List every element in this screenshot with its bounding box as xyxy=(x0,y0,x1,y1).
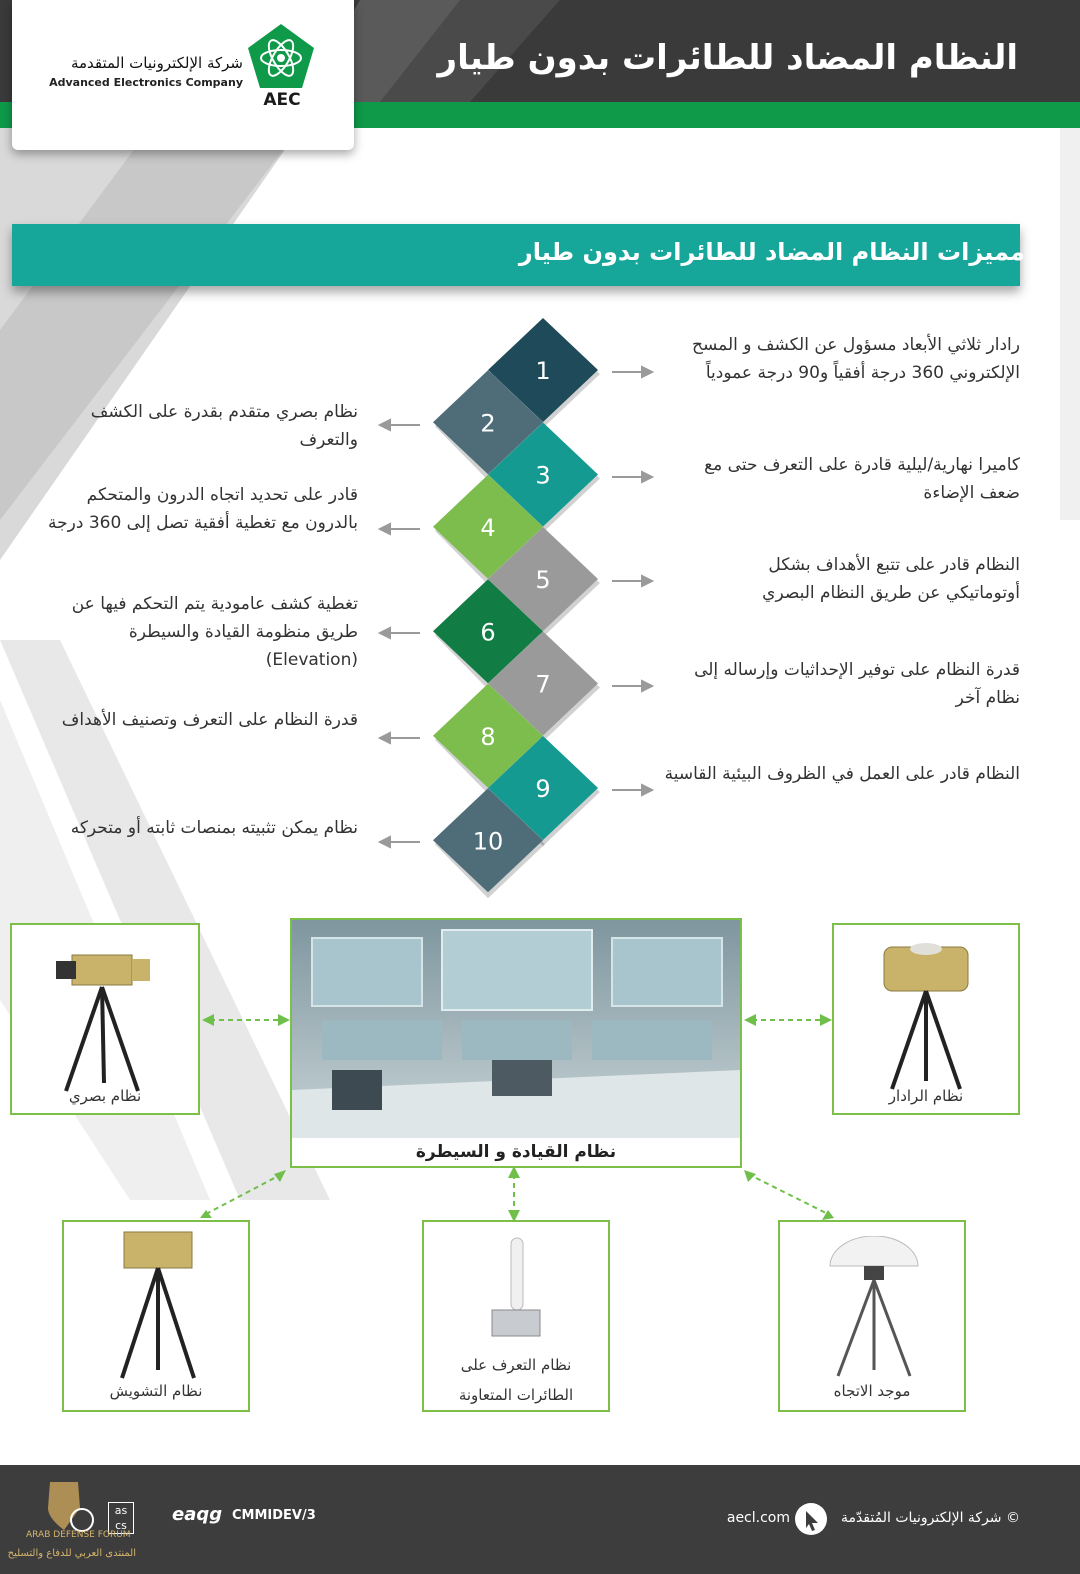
optical-system-label: نظام بصري xyxy=(68,1087,142,1105)
footer-website[interactable]: aecl.com xyxy=(726,1510,790,1526)
direction-finder-icon xyxy=(824,1236,924,1382)
feature-4-text: قادر على تحديد اتجاه الدرون والمتحكم بالدرون مع تغطية أفقية تصل إلى 360 درجة xyxy=(48,485,358,533)
cmmi-badge: CMMIDEV/3 xyxy=(232,1508,316,1523)
feature-2-text: نظام بصري متقدم بقدرة على الكشف والتعرف xyxy=(90,402,358,450)
diamond-number-10: 10 xyxy=(472,827,504,856)
cursor-globe-icon xyxy=(794,1502,828,1536)
antenna-icon xyxy=(482,1236,552,1346)
watermark-shield-icon xyxy=(20,1478,100,1534)
feature-5-text: النظام قادر على تتبع الأهداف بشكل أوتوماتيكي عن طريق النظام البصري xyxy=(762,555,1020,603)
feature-9-text: النظام قادر على العمل في الظروف البيئية القاسية xyxy=(664,764,1020,784)
jammer-icon xyxy=(108,1230,208,1382)
feature-1-text: رادار ثلاثي الأبعاد مسؤول عن الكشف و المسح الإلكتروني 360 درجة أفقياً و90 درجة عمودياً xyxy=(692,335,1020,383)
iff-panel xyxy=(422,1220,610,1412)
direction-finder-label: موجد الاتجاه xyxy=(833,1382,911,1400)
ascs-badge: as cs xyxy=(108,1502,134,1534)
command-control-label: نظام القيادة و السيطرة xyxy=(415,1142,617,1162)
feature-3-text: كاميرا نهارية/ليلية قادرة على التعرف حتى مع ضعف الإضاءة xyxy=(704,455,1020,503)
logo-abbr: AEC xyxy=(263,90,301,110)
diamond-number-2: 2 xyxy=(480,409,496,438)
system-connectors xyxy=(0,900,1080,1240)
feature-7-text: قدرة النظام على توفير الإحداثيات وإرساله إلى نظام آخر xyxy=(694,660,1020,708)
feature-10-text: نظام يمكن تثبيته بمنصات ثابته أو متحركه xyxy=(70,818,358,838)
direction-finder-panel xyxy=(778,1220,966,1412)
diamond-number-5: 5 xyxy=(535,566,551,594)
footer-copyright: © شركة الإلكترونيات المُتقدّمة xyxy=(840,1510,1020,1526)
jammer-label: نظام التشويش xyxy=(109,1382,203,1400)
diamond-number-7: 7 xyxy=(535,670,551,699)
company-name-en: Advanced Electronics Company xyxy=(49,76,243,89)
diamond-number-3: 3 xyxy=(535,461,551,490)
features-title: مميزات النظام المضاد للطائرات بدون طيار xyxy=(518,238,1025,266)
company-name-ar: شركة الإلكترونيات المتقدمة xyxy=(70,54,243,72)
diamond-number-4: 4 xyxy=(480,513,496,542)
watermark-ar: المنتدى العربي للدفاع والتسليح xyxy=(7,1548,136,1559)
watermark-en: ARAB DEFENSE FORUM xyxy=(26,1530,131,1540)
page-title: النظام المضاد للطائرات بدون طيار xyxy=(437,38,1018,78)
eaqg-badge: eaqg xyxy=(172,1504,223,1525)
iff-label-line2: الطائرات المتعاونة xyxy=(458,1386,574,1404)
radar-system-label: نظام الرادار xyxy=(888,1087,964,1105)
iff-label-line1: نظام التعرف على xyxy=(460,1356,572,1374)
diamond-number-8: 8 xyxy=(480,722,496,751)
diamond-number-6: 6 xyxy=(480,618,496,647)
diamond-number-9: 9 xyxy=(535,775,551,803)
feature-6-text: تغطية كشف عامودية يتم التحكم فيها عن طريق منظومة القيادة والسيطرة (Elevation) xyxy=(71,594,358,670)
diamond-number-1: 1 xyxy=(535,357,551,385)
feature-8-text: قدرة النظام على التعرف وتصنيف الأهداف xyxy=(61,710,358,730)
jammer-panel xyxy=(62,1220,250,1412)
